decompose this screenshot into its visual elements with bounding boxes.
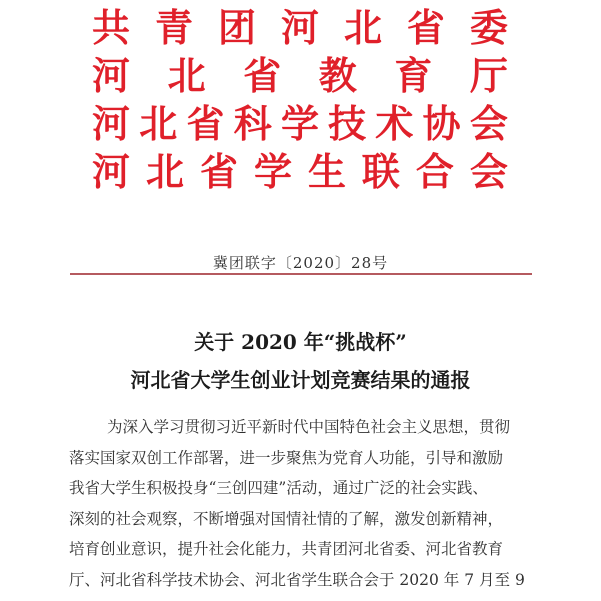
body-line: 厅、河北省科学技术协会、河北省学生联合会于 2020 年 7 月至 9 bbox=[69, 570, 525, 589]
document-number: 冀团联字〔2020〕28号 bbox=[212, 254, 389, 272]
body-line: 落实国家双创工作部署，进一步聚焦为党育人功能，引导和激励 bbox=[69, 448, 504, 467]
issuer-line-2: 河 北 省 教 育 厅 bbox=[92, 54, 508, 98]
issuer-line-3: 河 北 省 科 学 技 术 协 会 bbox=[92, 102, 508, 146]
body-line: 为深入学习贯彻习近平新时代中国特色社会主义思想，贯彻 bbox=[107, 418, 511, 436]
body-line: 深刻的社会观察，不断增强对国情社情的了解，激发创新精神， bbox=[69, 509, 504, 528]
title-line-2: 河北省大学生创业计划竞赛结果的通报 bbox=[130, 368, 471, 392]
header-divider bbox=[70, 273, 532, 275]
body-line: 我省大学生积极投身“三创四建”活动，通过广泛的社会实践、 bbox=[69, 479, 488, 497]
issuer-line-1: 共 青 团 河 北 省 委 bbox=[92, 6, 508, 50]
body-line: 培育创业意识，提升社会化能力，共青团河北省委、河北省教育 bbox=[69, 540, 504, 558]
body-paragraph bbox=[69, 412, 533, 595]
title-line-1: 关于 2020 年“挑战杯” bbox=[194, 330, 407, 354]
issuer-line-4: 河 北 省 学 生 联 合 会 bbox=[92, 150, 508, 194]
